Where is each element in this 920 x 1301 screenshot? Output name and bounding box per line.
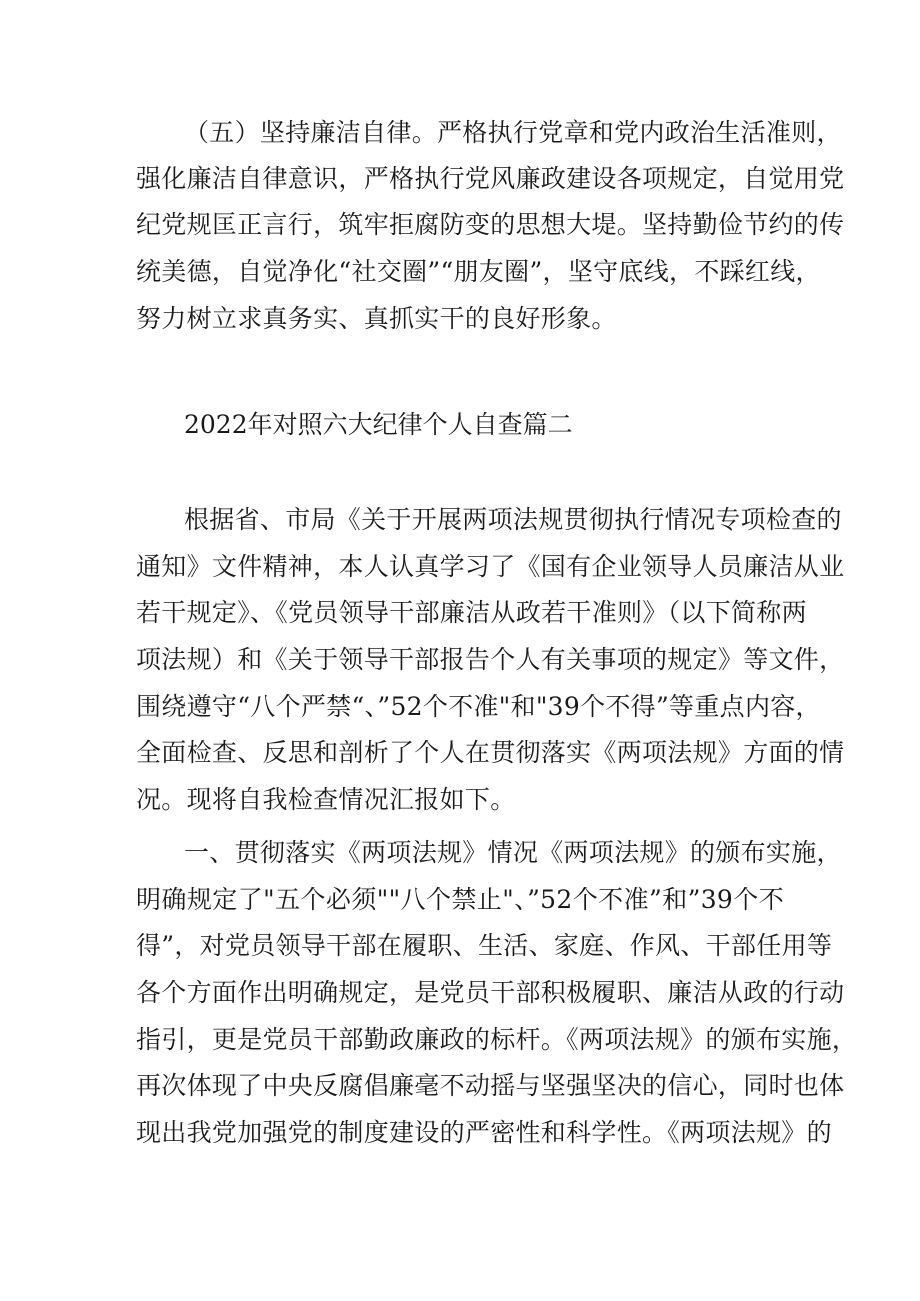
paragraph-line: 全面检查、反思和剖析了个人在贯彻落实《两项法规》方面的情 xyxy=(136,738,845,767)
paragraph-line: 明确规定了"五个必须""八个禁止"、”52个不准”和”39个不 xyxy=(136,885,784,914)
paragraph-line: 指引，更是党员干部勤政廉政的标杆。《两项法规》的颁布实施， xyxy=(136,1025,858,1054)
paragraph-line: 各个方面作出明确规定，是党员干部积极履职、廉洁从政的行动 xyxy=(136,978,845,1007)
paragraph-line: 得”，对党员领导干部在履职、生活、家庭、作风、干部任用等 xyxy=(136,931,833,960)
paragraph-line: 若干规定》、《党员领导干部廉洁从政若干准则》（以下简称两 xyxy=(136,598,807,627)
paragraph-line: 根据省、市局《关于开展两项法规贯彻执行情况专项检查的 xyxy=(184,505,842,534)
section-heading: 2022年对照六大纪律个人自查篇二 xyxy=(184,410,573,439)
paragraph-line: 纪党规匡正言行，筑牢拒腐防变的思想大堤。坚持勤俭节约的传 xyxy=(136,210,845,239)
paragraph-line: （五）坚持廉洁自律。严格执行党章和党内政治生活准则， xyxy=(184,118,842,147)
paragraph-line: 通知》文件精神，本人认真学习了《国有企业领导人员廉洁从业 xyxy=(136,552,845,581)
paragraph-line: 况。现将自我检查情况汇报如下。 xyxy=(136,785,516,814)
paragraph-line: 围绕遵守“八个严禁“、”52个不准"和"39个不得”等重点内容， xyxy=(136,692,821,721)
paragraph-line: 一、贯彻落实《两项法规》情况《两项法规》的颁布实施， xyxy=(184,838,842,867)
paragraph-line: 项法规）和《关于领导干部报告个人有关事项的规定》等文件， xyxy=(136,645,845,674)
paragraph-line: 强化廉洁自律意识，严格执行党风廉政建设各项规定，自觉用党 xyxy=(136,164,845,193)
paragraph-line: 再次体现了中央反腐倡廉毫不动摇与坚强坚决的信心，同时也体 xyxy=(136,1071,845,1100)
paragraph-line: 现出我党加强党的制度建设的严密性和科学性。《两项法规》的 xyxy=(136,1118,832,1147)
paragraph-line: 努力树立求真务实、真抓实干的良好形象。 xyxy=(136,304,617,333)
paragraph-line: 统美德，自觉净化“社交圈”“朋友圈”，坚守底线，不踩红线， xyxy=(136,257,821,286)
